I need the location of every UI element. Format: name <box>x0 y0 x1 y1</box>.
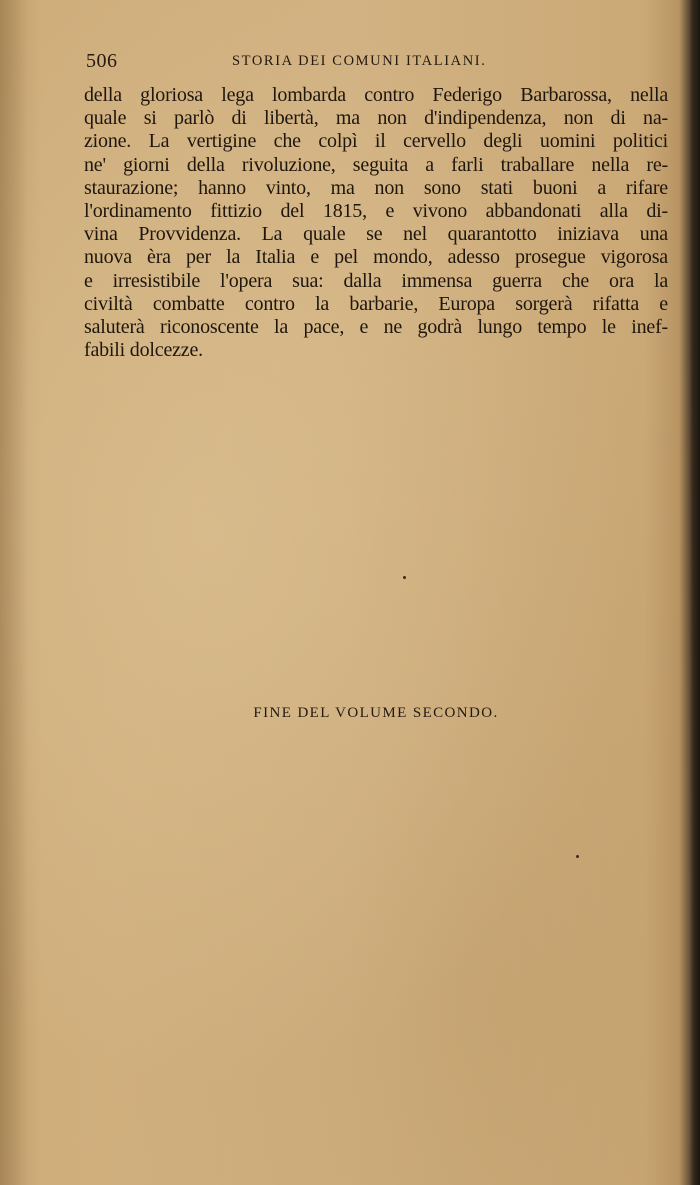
text-line: e irresistibile l'opera sua: dalla immensa guerra che ora la <box>84 269 668 292</box>
text-line: quale si parlò di libertà, ma non d'indipendenza, non di na- <box>84 107 668 130</box>
spine-shadow <box>0 0 28 1185</box>
text-line: saluterà riconoscente la pace, e ne godrà lungo tempo le inef- <box>84 315 668 338</box>
page-edge <box>690 0 700 1185</box>
end-of-volume-note: FINE DEL VOLUME SECONDO. <box>253 705 499 721</box>
text-line: staurazione; hanno vinto, ma non sono stati buoni a rifare <box>84 176 668 199</box>
page-header <box>86 50 660 74</box>
text-line: nuova èra per la Italia e pel mondo, adesso prosegue vigorosa <box>84 246 668 269</box>
running-title: STORIA DEI COMUNI ITALIANI. <box>232 53 487 69</box>
paper-speck <box>403 576 406 579</box>
text-line: della gloriosa lega lombarda contro Federigo Barbarossa, nella <box>84 84 668 106</box>
text-line: civiltà combatte contro la barbarie, Europa sorgerà rifatta e <box>84 292 668 315</box>
text-line: vina Provvidenza. La quale se nel quarantotto iniziava una <box>84 223 668 246</box>
text-line: ne' giorni della rivoluzione, seguita a farli traballare nella re- <box>84 153 668 176</box>
text-line: zione. La vertigine che colpì il cervello degli uomini politici <box>84 130 668 153</box>
page-number: 506 <box>86 50 118 72</box>
body-paragraph <box>84 84 668 362</box>
text-line: l'ordinamento fittizio del 1815, e vivono abbandonati alla di- <box>84 199 668 222</box>
paper-speck <box>576 855 579 858</box>
text-line: fabili dolcezze. <box>84 339 203 362</box>
